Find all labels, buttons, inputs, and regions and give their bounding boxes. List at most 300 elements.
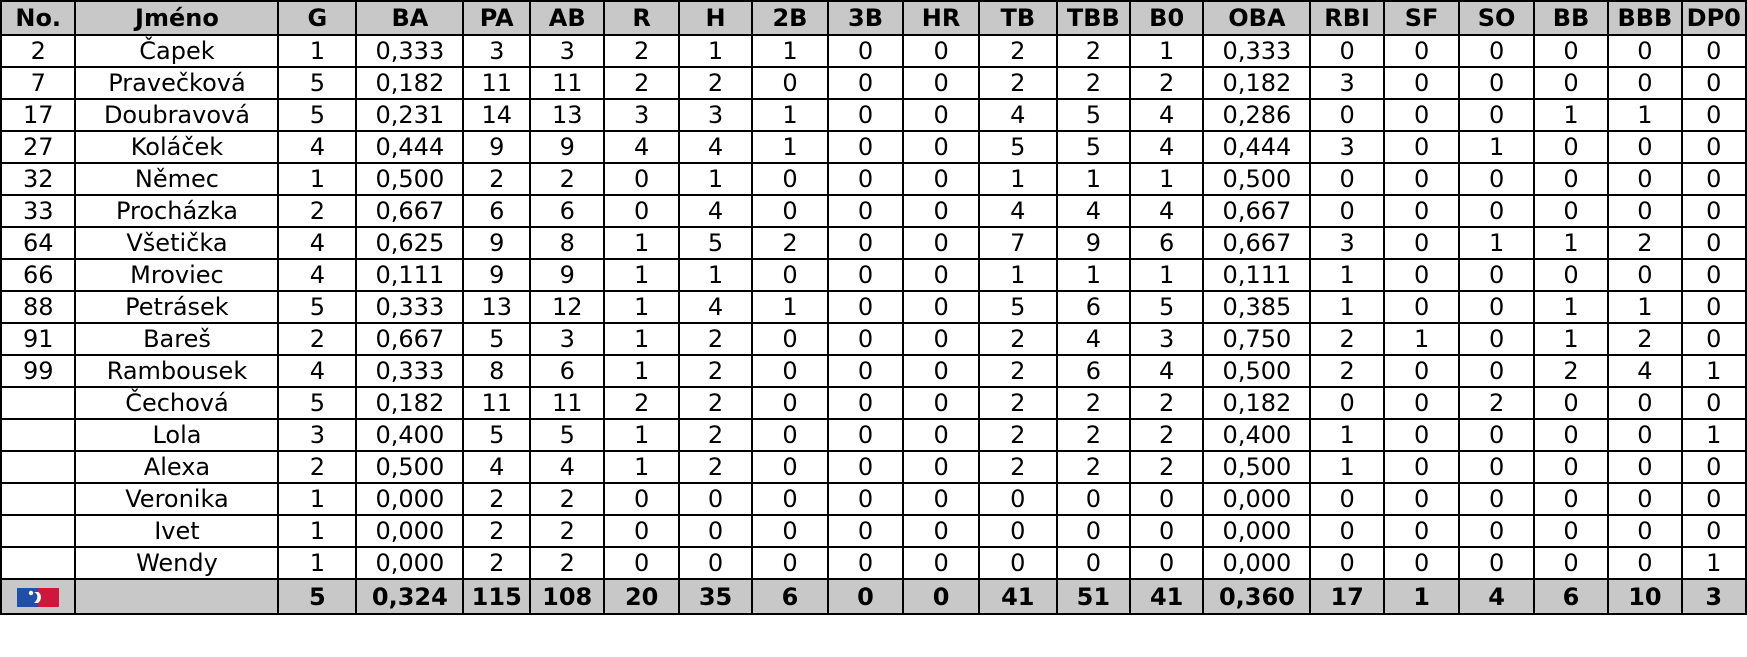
stat-cell: 1 — [1310, 259, 1383, 291]
player-name-cell: Čapek — [75, 35, 278, 67]
stat-cell: 2 — [1057, 387, 1130, 419]
stat-cell: 4 — [278, 227, 356, 259]
stat-cell: 0 — [828, 323, 904, 355]
stat-cell: 0 — [1459, 451, 1533, 483]
player-name-cell: Wendy — [75, 547, 278, 579]
stat-cell: 0 — [752, 515, 828, 547]
column-header: No. — [1, 1, 75, 35]
stat-cell: 5 — [530, 419, 604, 451]
stat-cell: 11 — [463, 67, 530, 99]
table-row — [1, 451, 1746, 483]
stat-cell: 1 — [604, 355, 678, 387]
stat-cell: 0 — [828, 99, 904, 131]
player-number-cell — [1, 515, 75, 547]
stat-cell: 0,111 — [356, 259, 463, 291]
stat-cell: 2 — [1057, 419, 1130, 451]
stat-cell: 11 — [530, 387, 604, 419]
stat-cell: 0,182 — [356, 67, 463, 99]
player-name-cell: Veronika — [75, 483, 278, 515]
stat-cell: 2 — [463, 547, 530, 579]
stat-cell: 0 — [1384, 131, 1460, 163]
stat-cell: 0,444 — [356, 131, 463, 163]
total-cell: 1 — [1384, 579, 1460, 614]
stat-cell: 0,667 — [1203, 227, 1310, 259]
stat-cell: 0 — [1384, 67, 1460, 99]
player-name-cell: Koláček — [75, 131, 278, 163]
stat-cell: 0,000 — [356, 547, 463, 579]
stat-cell: 4 — [530, 451, 604, 483]
stat-cell: 1 — [1682, 547, 1746, 579]
stat-cell: 0 — [1682, 99, 1746, 131]
total-cell: 51 — [1057, 579, 1130, 614]
stat-cell: 0 — [1608, 259, 1681, 291]
stat-cell: 0 — [828, 483, 904, 515]
player-name-cell: Ivet — [75, 515, 278, 547]
stat-cell: 0 — [903, 259, 979, 291]
stat-cell: 1 — [604, 323, 678, 355]
stat-cell: 0 — [604, 515, 678, 547]
table-row — [1, 131, 1746, 163]
stat-cell: 2 — [679, 451, 752, 483]
stat-cell: 3 — [604, 99, 678, 131]
header-row — [1, 1, 1746, 35]
stat-cell: 0 — [1384, 99, 1460, 131]
column-header: TBB — [1057, 1, 1130, 35]
total-cell: 6 — [752, 579, 828, 614]
column-header: RBI — [1310, 1, 1383, 35]
stat-cell: 0 — [1310, 387, 1383, 419]
stat-cell: 0 — [1384, 35, 1460, 67]
stat-cell: 2 — [979, 67, 1057, 99]
stat-cell: 3 — [679, 99, 752, 131]
player-number-cell — [1, 547, 75, 579]
total-cell: 41 — [1130, 579, 1203, 614]
stat-cell: 1 — [1310, 419, 1383, 451]
stat-cell: 0,500 — [1203, 355, 1310, 387]
stat-cell: 0 — [1384, 515, 1460, 547]
stat-cell: 1 — [1057, 163, 1130, 195]
stat-cell: 1 — [752, 131, 828, 163]
stat-cell: 9 — [530, 131, 604, 163]
stat-cell: 2 — [463, 515, 530, 547]
stat-cell: 2 — [278, 451, 356, 483]
column-header: HR — [903, 1, 979, 35]
stat-cell: 1 — [1534, 99, 1608, 131]
stat-cell: 2 — [530, 483, 604, 515]
stat-cell: 0 — [1384, 355, 1460, 387]
stat-cell: 0 — [1384, 483, 1460, 515]
stat-cell: 0 — [828, 515, 904, 547]
total-cell: 0 — [903, 579, 979, 614]
stat-cell: 0 — [752, 547, 828, 579]
player-name-cell: Alexa — [75, 451, 278, 483]
stat-cell: 0 — [1608, 35, 1681, 67]
total-cell: 115 — [463, 579, 530, 614]
totals-label-cell — [75, 579, 278, 614]
stat-cell: 0 — [1682, 515, 1746, 547]
stat-cell: 1 — [1310, 291, 1383, 323]
stat-cell: 12 — [530, 291, 604, 323]
table-row — [1, 291, 1746, 323]
stat-cell: 7 — [979, 227, 1057, 259]
stat-cell: 1 — [679, 163, 752, 195]
header-row-group — [1, 1, 1746, 35]
stat-cell: 1 — [1130, 259, 1203, 291]
stat-cell: 5 — [979, 131, 1057, 163]
table-row — [1, 99, 1746, 131]
stat-cell: 2 — [679, 323, 752, 355]
stat-cell: 2 — [1057, 451, 1130, 483]
stat-cell: 0,625 — [356, 227, 463, 259]
stat-cell: 5 — [278, 387, 356, 419]
stat-cell: 2 — [1130, 67, 1203, 99]
player-number-cell: 91 — [1, 323, 75, 355]
stat-cell: 0 — [1608, 451, 1681, 483]
column-header: R — [604, 1, 678, 35]
totals-row-group — [1, 579, 1746, 614]
stat-cell: 0 — [1682, 483, 1746, 515]
stat-cell: 4 — [979, 195, 1057, 227]
stat-cell: 4 — [278, 355, 356, 387]
total-cell: 108 — [530, 579, 604, 614]
stat-cell: 4 — [1130, 355, 1203, 387]
stat-cell: 2 — [979, 419, 1057, 451]
stat-cell: 0 — [1534, 195, 1608, 227]
stat-cell: 2 — [752, 227, 828, 259]
column-header: TB — [979, 1, 1057, 35]
total-cell: 20 — [604, 579, 678, 614]
stat-cell: 14 — [463, 99, 530, 131]
stat-cell: 0 — [1608, 515, 1681, 547]
stat-cell: 3 — [530, 35, 604, 67]
table-row — [1, 483, 1746, 515]
stat-cell: 0 — [752, 195, 828, 227]
team-logo-cell — [1, 579, 75, 614]
stat-cell: 0,182 — [1203, 387, 1310, 419]
stat-cell: 0,667 — [356, 195, 463, 227]
stat-cell: 1 — [1682, 419, 1746, 451]
totals-row — [1, 579, 1746, 614]
stat-cell: 0 — [1459, 195, 1533, 227]
stat-cell: 0 — [1608, 163, 1681, 195]
stat-cell: 2 — [1608, 323, 1681, 355]
stat-cell: 0 — [828, 259, 904, 291]
stat-cell: 2 — [679, 355, 752, 387]
player-name-cell: Rambousek — [75, 355, 278, 387]
stat-cell: 0 — [604, 163, 678, 195]
stat-cell: 5 — [1130, 291, 1203, 323]
stat-cell: 2 — [530, 163, 604, 195]
stat-cell: 0 — [1682, 259, 1746, 291]
stat-cell: 2 — [979, 387, 1057, 419]
stat-cell: 0 — [1534, 387, 1608, 419]
column-header: 3B — [828, 1, 904, 35]
stat-cell: 1 — [679, 259, 752, 291]
column-header: B0 — [1130, 1, 1203, 35]
stat-cell: 0 — [903, 451, 979, 483]
player-number-cell: 33 — [1, 195, 75, 227]
stat-cell: 0 — [903, 67, 979, 99]
stat-cell: 0 — [903, 515, 979, 547]
stat-cell: 1 — [278, 35, 356, 67]
total-cell: 4 — [1459, 579, 1533, 614]
stat-cell: 0,182 — [1203, 67, 1310, 99]
stat-cell: 1 — [1310, 451, 1383, 483]
stat-cell: 0 — [903, 355, 979, 387]
stat-cell: 0 — [903, 131, 979, 163]
player-name-cell: Procházka — [75, 195, 278, 227]
stat-cell: 2 — [604, 387, 678, 419]
stat-cell: 4 — [278, 131, 356, 163]
stat-cell: 0 — [1459, 515, 1533, 547]
stat-cell: 0 — [1459, 355, 1533, 387]
stat-cell: 0 — [1534, 163, 1608, 195]
stat-cell: 0 — [1384, 419, 1460, 451]
stat-cell: 0 — [1682, 195, 1746, 227]
stat-cell: 0 — [903, 195, 979, 227]
stat-cell: 2 — [1310, 355, 1383, 387]
stat-cell: 1 — [278, 547, 356, 579]
stat-cell: 0,231 — [356, 99, 463, 131]
column-header: PA — [463, 1, 530, 35]
stat-cell: 1 — [1608, 99, 1681, 131]
player-number-cell — [1, 451, 75, 483]
stat-cell: 1 — [1534, 291, 1608, 323]
stat-cell: 0 — [1130, 515, 1203, 547]
stat-cell: 3 — [463, 35, 530, 67]
stat-cell: 9 — [1057, 227, 1130, 259]
stat-cell: 0 — [828, 131, 904, 163]
stat-cell: 3 — [1310, 67, 1383, 99]
stat-cell: 0 — [1534, 259, 1608, 291]
stat-cell: 0,667 — [1203, 195, 1310, 227]
stat-cell: 0 — [1682, 35, 1746, 67]
stat-cell: 0 — [903, 163, 979, 195]
stat-cell: 0 — [752, 483, 828, 515]
table-row — [1, 387, 1746, 419]
stat-cell: 2 — [530, 547, 604, 579]
stat-cell: 1 — [1459, 131, 1533, 163]
total-cell: 0 — [828, 579, 904, 614]
stat-cell: 0 — [1534, 451, 1608, 483]
stat-cell: 0 — [979, 483, 1057, 515]
stat-cell: 0 — [1384, 227, 1460, 259]
stat-cell: 4 — [1057, 195, 1130, 227]
stat-cell: 0 — [604, 547, 678, 579]
stat-cell: 6 — [530, 355, 604, 387]
stat-cell: 0 — [604, 483, 678, 515]
stat-cell: 4 — [679, 195, 752, 227]
table-row — [1, 259, 1746, 291]
total-cell: 6 — [1534, 579, 1608, 614]
stat-cell: 0 — [1057, 547, 1130, 579]
stat-cell: 2 — [1608, 227, 1681, 259]
table-row — [1, 323, 1746, 355]
stat-cell: 2 — [979, 35, 1057, 67]
stat-cell: 0 — [828, 163, 904, 195]
stat-cell: 0 — [828, 451, 904, 483]
stat-cell: 0 — [1459, 323, 1533, 355]
stat-cell: 1 — [278, 163, 356, 195]
stat-cell: 0 — [828, 227, 904, 259]
stat-cell: 0 — [1310, 195, 1383, 227]
baseball-logo-icon — [17, 588, 59, 607]
stat-cell: 0 — [903, 547, 979, 579]
stat-cell: 1 — [752, 291, 828, 323]
stat-cell: 1 — [604, 291, 678, 323]
stat-cell: 2 — [1310, 323, 1383, 355]
stat-cell: 0 — [903, 35, 979, 67]
stat-cell: 0 — [903, 419, 979, 451]
player-name-cell: Doubravová — [75, 99, 278, 131]
stat-cell: 0 — [1534, 483, 1608, 515]
stat-cell: 0 — [1682, 131, 1746, 163]
stat-cell: 11 — [530, 67, 604, 99]
stat-cell: 0,385 — [1203, 291, 1310, 323]
stat-cell: 0,500 — [1203, 451, 1310, 483]
stat-cell: 4 — [679, 291, 752, 323]
total-cell: 0,360 — [1203, 579, 1310, 614]
column-header: Jméno — [75, 1, 278, 35]
stat-cell: 0 — [1682, 323, 1746, 355]
stat-cell: 0 — [903, 227, 979, 259]
stat-cell: 0 — [752, 355, 828, 387]
stat-cell: 0 — [1608, 483, 1681, 515]
stat-cell: 1 — [1608, 291, 1681, 323]
stat-cell: 0 — [752, 67, 828, 99]
stat-cell: 2 — [979, 451, 1057, 483]
stat-cell: 1 — [1534, 323, 1608, 355]
stat-cell: 1 — [1384, 323, 1460, 355]
stat-cell: 1 — [979, 163, 1057, 195]
total-cell: 41 — [979, 579, 1057, 614]
column-header: 2B — [752, 1, 828, 35]
stat-cell: 0 — [1384, 291, 1460, 323]
stat-cell: 0,000 — [356, 483, 463, 515]
stat-cell: 0 — [679, 515, 752, 547]
stat-cell: 2 — [278, 195, 356, 227]
stat-cell: 0 — [1310, 547, 1383, 579]
stat-cell: 4 — [1130, 195, 1203, 227]
stat-cell: 1 — [679, 35, 752, 67]
stat-cell: 0 — [1459, 67, 1533, 99]
stat-cell: 0 — [1534, 515, 1608, 547]
stat-cell: 0 — [828, 35, 904, 67]
stat-cell: 0 — [828, 291, 904, 323]
stat-cell: 1 — [1682, 355, 1746, 387]
stat-cell: 2 — [679, 387, 752, 419]
stat-cell: 0 — [1682, 387, 1746, 419]
stat-cell: 0 — [1682, 227, 1746, 259]
stat-cell: 0,000 — [356, 515, 463, 547]
table-row — [1, 195, 1746, 227]
table-row — [1, 163, 1746, 195]
stat-cell: 0 — [1608, 67, 1681, 99]
stat-cell: 2 — [604, 35, 678, 67]
stat-cell: 0 — [752, 451, 828, 483]
column-header: BA — [356, 1, 463, 35]
stat-cell: 4 — [1057, 323, 1130, 355]
stat-cell: 2 — [979, 355, 1057, 387]
stat-cell: 0 — [1608, 547, 1681, 579]
stat-cell: 5 — [278, 99, 356, 131]
stat-cell: 4 — [278, 259, 356, 291]
stat-cell: 1 — [752, 99, 828, 131]
stat-cell: 0 — [752, 323, 828, 355]
stat-cell: 0 — [1459, 35, 1533, 67]
stat-cell: 0 — [1130, 547, 1203, 579]
stat-cell: 0 — [903, 387, 979, 419]
stat-cell: 0,182 — [356, 387, 463, 419]
stat-cell: 0 — [828, 387, 904, 419]
stat-cell: 9 — [463, 259, 530, 291]
stat-cell: 1 — [1057, 259, 1130, 291]
stat-cell: 0 — [903, 291, 979, 323]
stat-cell: 0,500 — [1203, 163, 1310, 195]
stat-cell: 6 — [530, 195, 604, 227]
stat-cell: 0 — [679, 547, 752, 579]
player-number-cell: 7 — [1, 67, 75, 99]
stat-cell: 2 — [679, 419, 752, 451]
player-number-cell: 99 — [1, 355, 75, 387]
table-row — [1, 355, 1746, 387]
stat-cell: 2 — [1057, 67, 1130, 99]
stat-cell: 0 — [1310, 163, 1383, 195]
stat-cell: 2 — [1459, 387, 1533, 419]
stat-cell: 0 — [1459, 291, 1533, 323]
stat-cell: 5 — [679, 227, 752, 259]
column-header: SO — [1459, 1, 1533, 35]
stat-cell: 0,667 — [356, 323, 463, 355]
player-number-cell — [1, 483, 75, 515]
stat-cell: 0 — [1459, 419, 1533, 451]
stat-cell: 0 — [828, 67, 904, 99]
table-row — [1, 227, 1746, 259]
player-number-cell: 88 — [1, 291, 75, 323]
player-name-cell: Všetička — [75, 227, 278, 259]
stat-cell: 6 — [1130, 227, 1203, 259]
stat-cell: 3 — [278, 419, 356, 451]
stat-cell: 0 — [903, 323, 979, 355]
player-number-cell: 17 — [1, 99, 75, 131]
stat-cell: 0,000 — [1203, 515, 1310, 547]
stat-cell: 11 — [463, 387, 530, 419]
player-name-cell: Lola — [75, 419, 278, 451]
stat-cell: 3 — [1310, 131, 1383, 163]
stat-cell: 0 — [604, 195, 678, 227]
stat-cell: 1 — [604, 419, 678, 451]
stat-cell: 0 — [1459, 483, 1533, 515]
stat-cell: 0 — [1608, 419, 1681, 451]
stat-cell: 2 — [463, 163, 530, 195]
stat-cell: 0 — [1682, 163, 1746, 195]
stat-cell: 2 — [1534, 355, 1608, 387]
stat-cell: 1 — [1459, 227, 1533, 259]
stat-cell: 8 — [530, 227, 604, 259]
stat-cell: 6 — [1057, 291, 1130, 323]
stat-cell: 4 — [463, 451, 530, 483]
stat-cell: 2 — [1130, 419, 1203, 451]
stat-cell: 0,400 — [356, 419, 463, 451]
column-header: OBA — [1203, 1, 1310, 35]
stat-cell: 5 — [979, 291, 1057, 323]
player-number-cell — [1, 387, 75, 419]
player-name-cell: Pravečková — [75, 67, 278, 99]
stat-cell: 3 — [1310, 227, 1383, 259]
stat-cell: 0 — [1384, 451, 1460, 483]
stat-cell: 0 — [903, 99, 979, 131]
stat-cell: 1 — [1130, 163, 1203, 195]
